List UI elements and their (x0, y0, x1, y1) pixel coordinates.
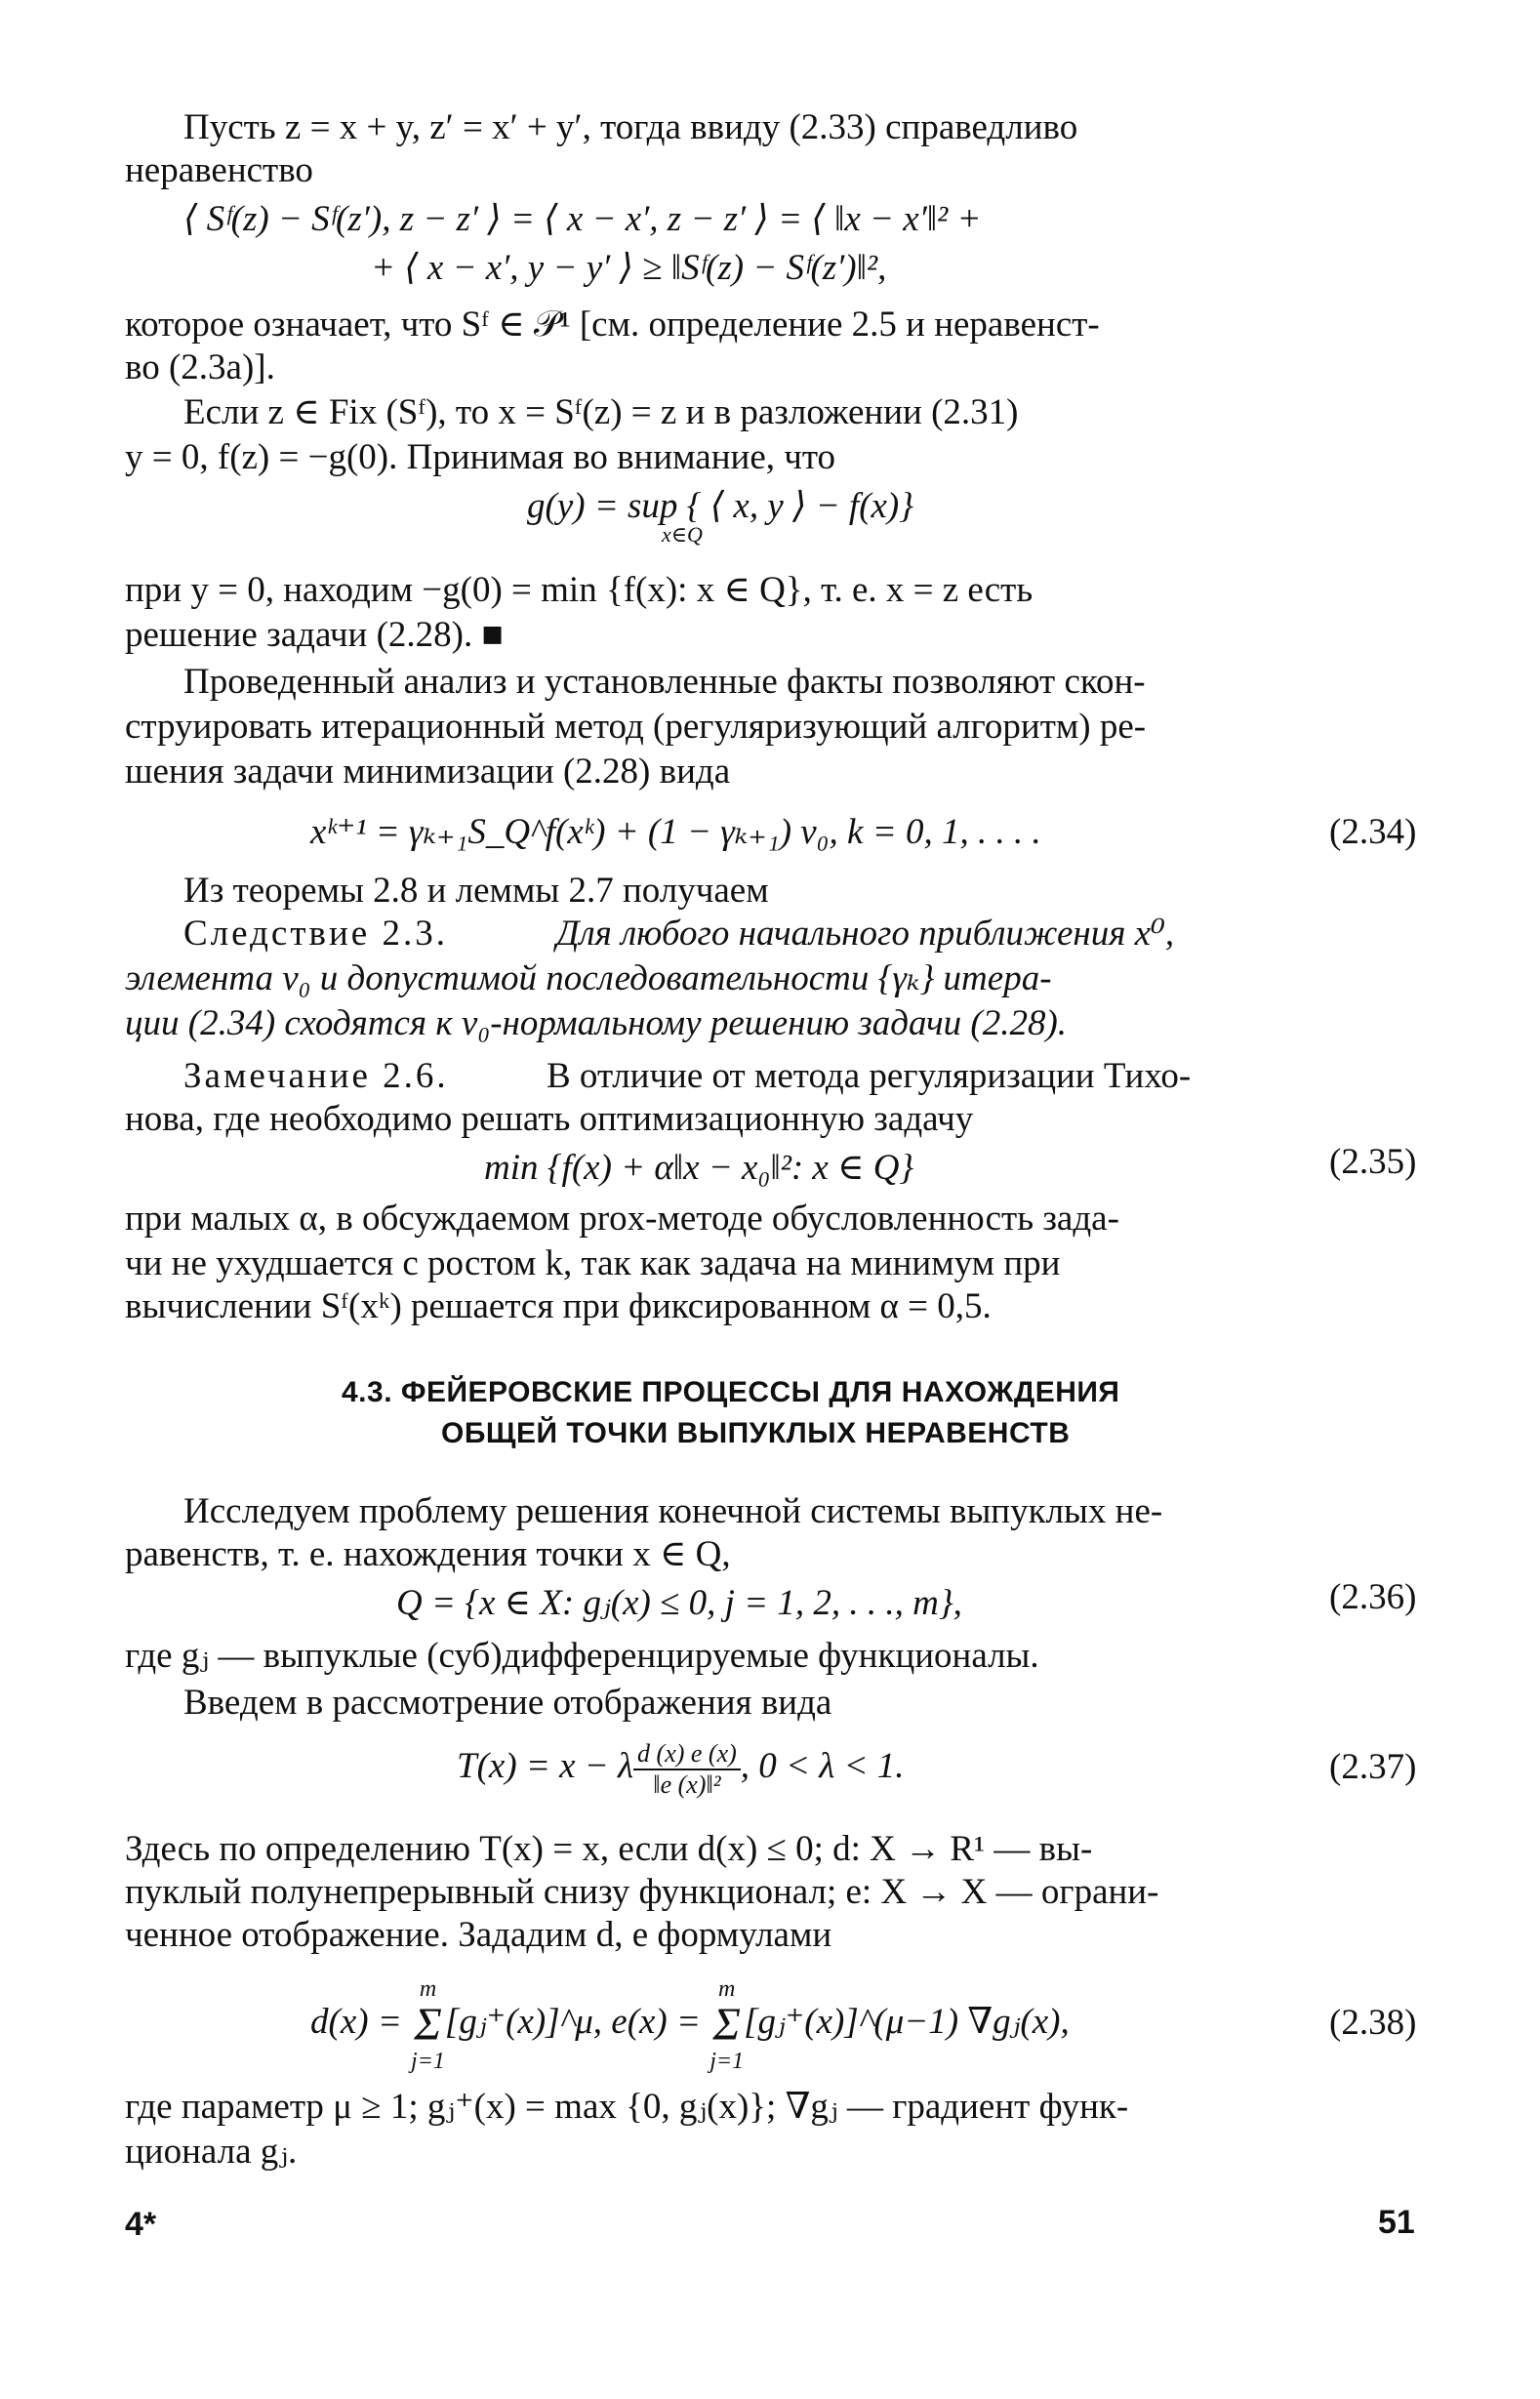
formula-subscript: x∈Q (662, 522, 703, 547)
text-line: равенств, т. е. нахождения точки x ∈ Q, (125, 1534, 731, 1574)
remark-label: Замечание 2.6. (183, 1056, 449, 1096)
formula-line (310, 1973, 1070, 2074)
text-line: при y = 0, находим −g(0) = min {f(x): x ∈ Q}, т. е. x = z есть (125, 570, 1033, 610)
text-line: ченное отображение. Зададим d, e формулами (125, 1915, 832, 1955)
sum-operator (411, 1976, 445, 2074)
sum-symbol: Σ (712, 1998, 741, 2051)
equation-number: (2.36) (1329, 1577, 1417, 1617)
equation-number: (2.35) (1329, 1142, 1417, 1182)
fraction-numerator: d (x) e (x) (633, 1739, 741, 1770)
text-line: Здесь по определению T(x) = x, если d(x) ≤ 0; d: X → R¹ — вы- (125, 1829, 1093, 1869)
corollary-text: ции (2.34) сходятся к v₀-нормальному решению задачи (2.28). (125, 1003, 1068, 1043)
text-line: вычислении Sᶠ(xᵏ) решается при фиксированном α = 0,5. (125, 1286, 992, 1326)
signature-mark: 4* (125, 2206, 157, 2243)
formula-line: ⟨ Sᶠ(z) − Sᶠ(z′), z − z′ ⟩ = ⟨ x − x′, z − z′ ⟩ = ⟨ ‖x − x′‖² + (183, 199, 982, 239)
corollary-label: Следствие 2.3. (183, 914, 448, 954)
corollary-text: элемента v₀ и допустимой последовательности {γₖ} итера- (125, 958, 1052, 998)
formula-line: min {f(x) + α‖x − x₀‖²: x ∈ Q} (484, 1148, 914, 1188)
fraction-denominator: ‖e (x)‖² (653, 1769, 721, 1799)
text-line: y = 0, f(z) = −g(0). Принимая во внимание, что (125, 437, 836, 477)
text-line: Введем в рассмотрение отображения вида (183, 1683, 832, 1723)
sum-lower-limit: j=1 (411, 2048, 445, 2074)
text-line: чи не ухудшается с ростом k, так как задача на минимум при (125, 1243, 1061, 1283)
text-line: во (2.3a)]. (125, 347, 275, 387)
sum-upper-limit: m (419, 1975, 437, 2002)
text-line: которое означает, что Sᶠ ∈ 𝒫¹ [см. определение 2.5 и неравенст- (125, 305, 1100, 345)
text-line: Пусть z = x + y, z′ = x′ + y′, тогда ввиду (2.33) справедливо (183, 107, 1078, 147)
formula-rhs: [gⱼ⁺(x)]^(μ−1) ∇gⱼ(x), (744, 2002, 1070, 2042)
sum-lower-limit: j=1 (709, 2048, 745, 2074)
equation-number: (2.38) (1329, 2003, 1417, 2043)
text-line: решение задачи (2.28). ■ (125, 615, 504, 655)
text-line: где gⱼ — выпуклые (суб)дифференцируемые функционалы. (125, 1636, 1039, 1676)
text-line: Проведенный анализ и установленные факты позволяют скон- (183, 662, 1146, 702)
equation-number: (2.34) (1329, 812, 1417, 852)
text-line: Если z ∈ Fix (Sᶠ), то x = Sᶠ(z) = z и в разложении (2.31) (183, 392, 1019, 432)
corollary-text: Для любого начального приближения x⁰, (556, 914, 1175, 954)
text-line: Исследуем проблему решения конечной системы выпуклых не- (183, 1491, 1163, 1531)
text-line: шения задачи минимизации (2.28) вида (125, 752, 731, 792)
formula-line: g(y) = sup { ⟨ x, y ⟩ − f(x)} (527, 486, 914, 526)
text-line: пуклый полунепрерывный снизу функционал; e: X → X — ограни- (125, 1872, 1159, 1912)
sum-symbol: Σ (414, 1998, 442, 2051)
section-heading: 4.3. ФЕЙЕРОВСКИЕ ПРОЦЕССЫ ДЛЯ НАХОЖДЕНИЯ (342, 1376, 1120, 1408)
sum-operator (709, 1976, 744, 2074)
formula-line: xᵏ⁺¹ = γₖ₊₁S_Q^f(xᵏ) + (1 − γₖ₊₁) v₀, k = 0, 1, . . . . (310, 812, 1041, 852)
fraction (633, 1739, 741, 1800)
equation-number: (2.37) (1329, 1747, 1417, 1787)
formula-line: Q = {x ∈ X: gⱼ(x) ≤ 0, j = 1, 2, . . ., m}, (396, 1583, 962, 1623)
formula-lhs: d(x) = (310, 2002, 412, 2042)
formula-line: + ⟨ x − x′, y − y′ ⟩ ≥ ‖Sᶠ(z) − Sᶠ(z′)‖², (371, 248, 887, 288)
text-line: неравенство (125, 150, 313, 190)
text-line: где параметр μ ≥ 1; gⱼ⁺(x) = max {0, gⱼ(x)}; ∇gⱼ — градиент функ- (125, 2087, 1129, 2127)
text-line: В отличие от метода регуляризации Тихо- (547, 1056, 1192, 1096)
text-line: нова, где необходимо решать оптимизационную задачу (125, 1099, 974, 1139)
text-line: Из теоремы 2.8 и леммы 2.7 получаем (183, 871, 769, 911)
text-line: струировать итерационный метод (регуляризующий алгоритм) ре- (125, 707, 1147, 747)
formula-rhs: , 0 < λ < 1. (740, 1746, 905, 1786)
formula-middle: [gⱼ⁺(x)]^μ, e(x) = (444, 2002, 710, 2042)
sum-upper-limit: m (718, 1975, 736, 2002)
formula-lhs: T(x) = x − λ (457, 1746, 634, 1786)
text-line: при малых α, в обсуждаемом prox-методе обусловленность зада- (125, 1199, 1119, 1239)
page-number: 51 (1378, 2204, 1415, 2241)
text-line: ционала gⱼ. (125, 2132, 298, 2172)
formula-line (457, 1733, 905, 1800)
section-heading: ОБЩЕЙ ТОЧКИ ВЫПУКЛЫХ НЕРАВЕНСТВ (441, 1417, 1071, 1449)
